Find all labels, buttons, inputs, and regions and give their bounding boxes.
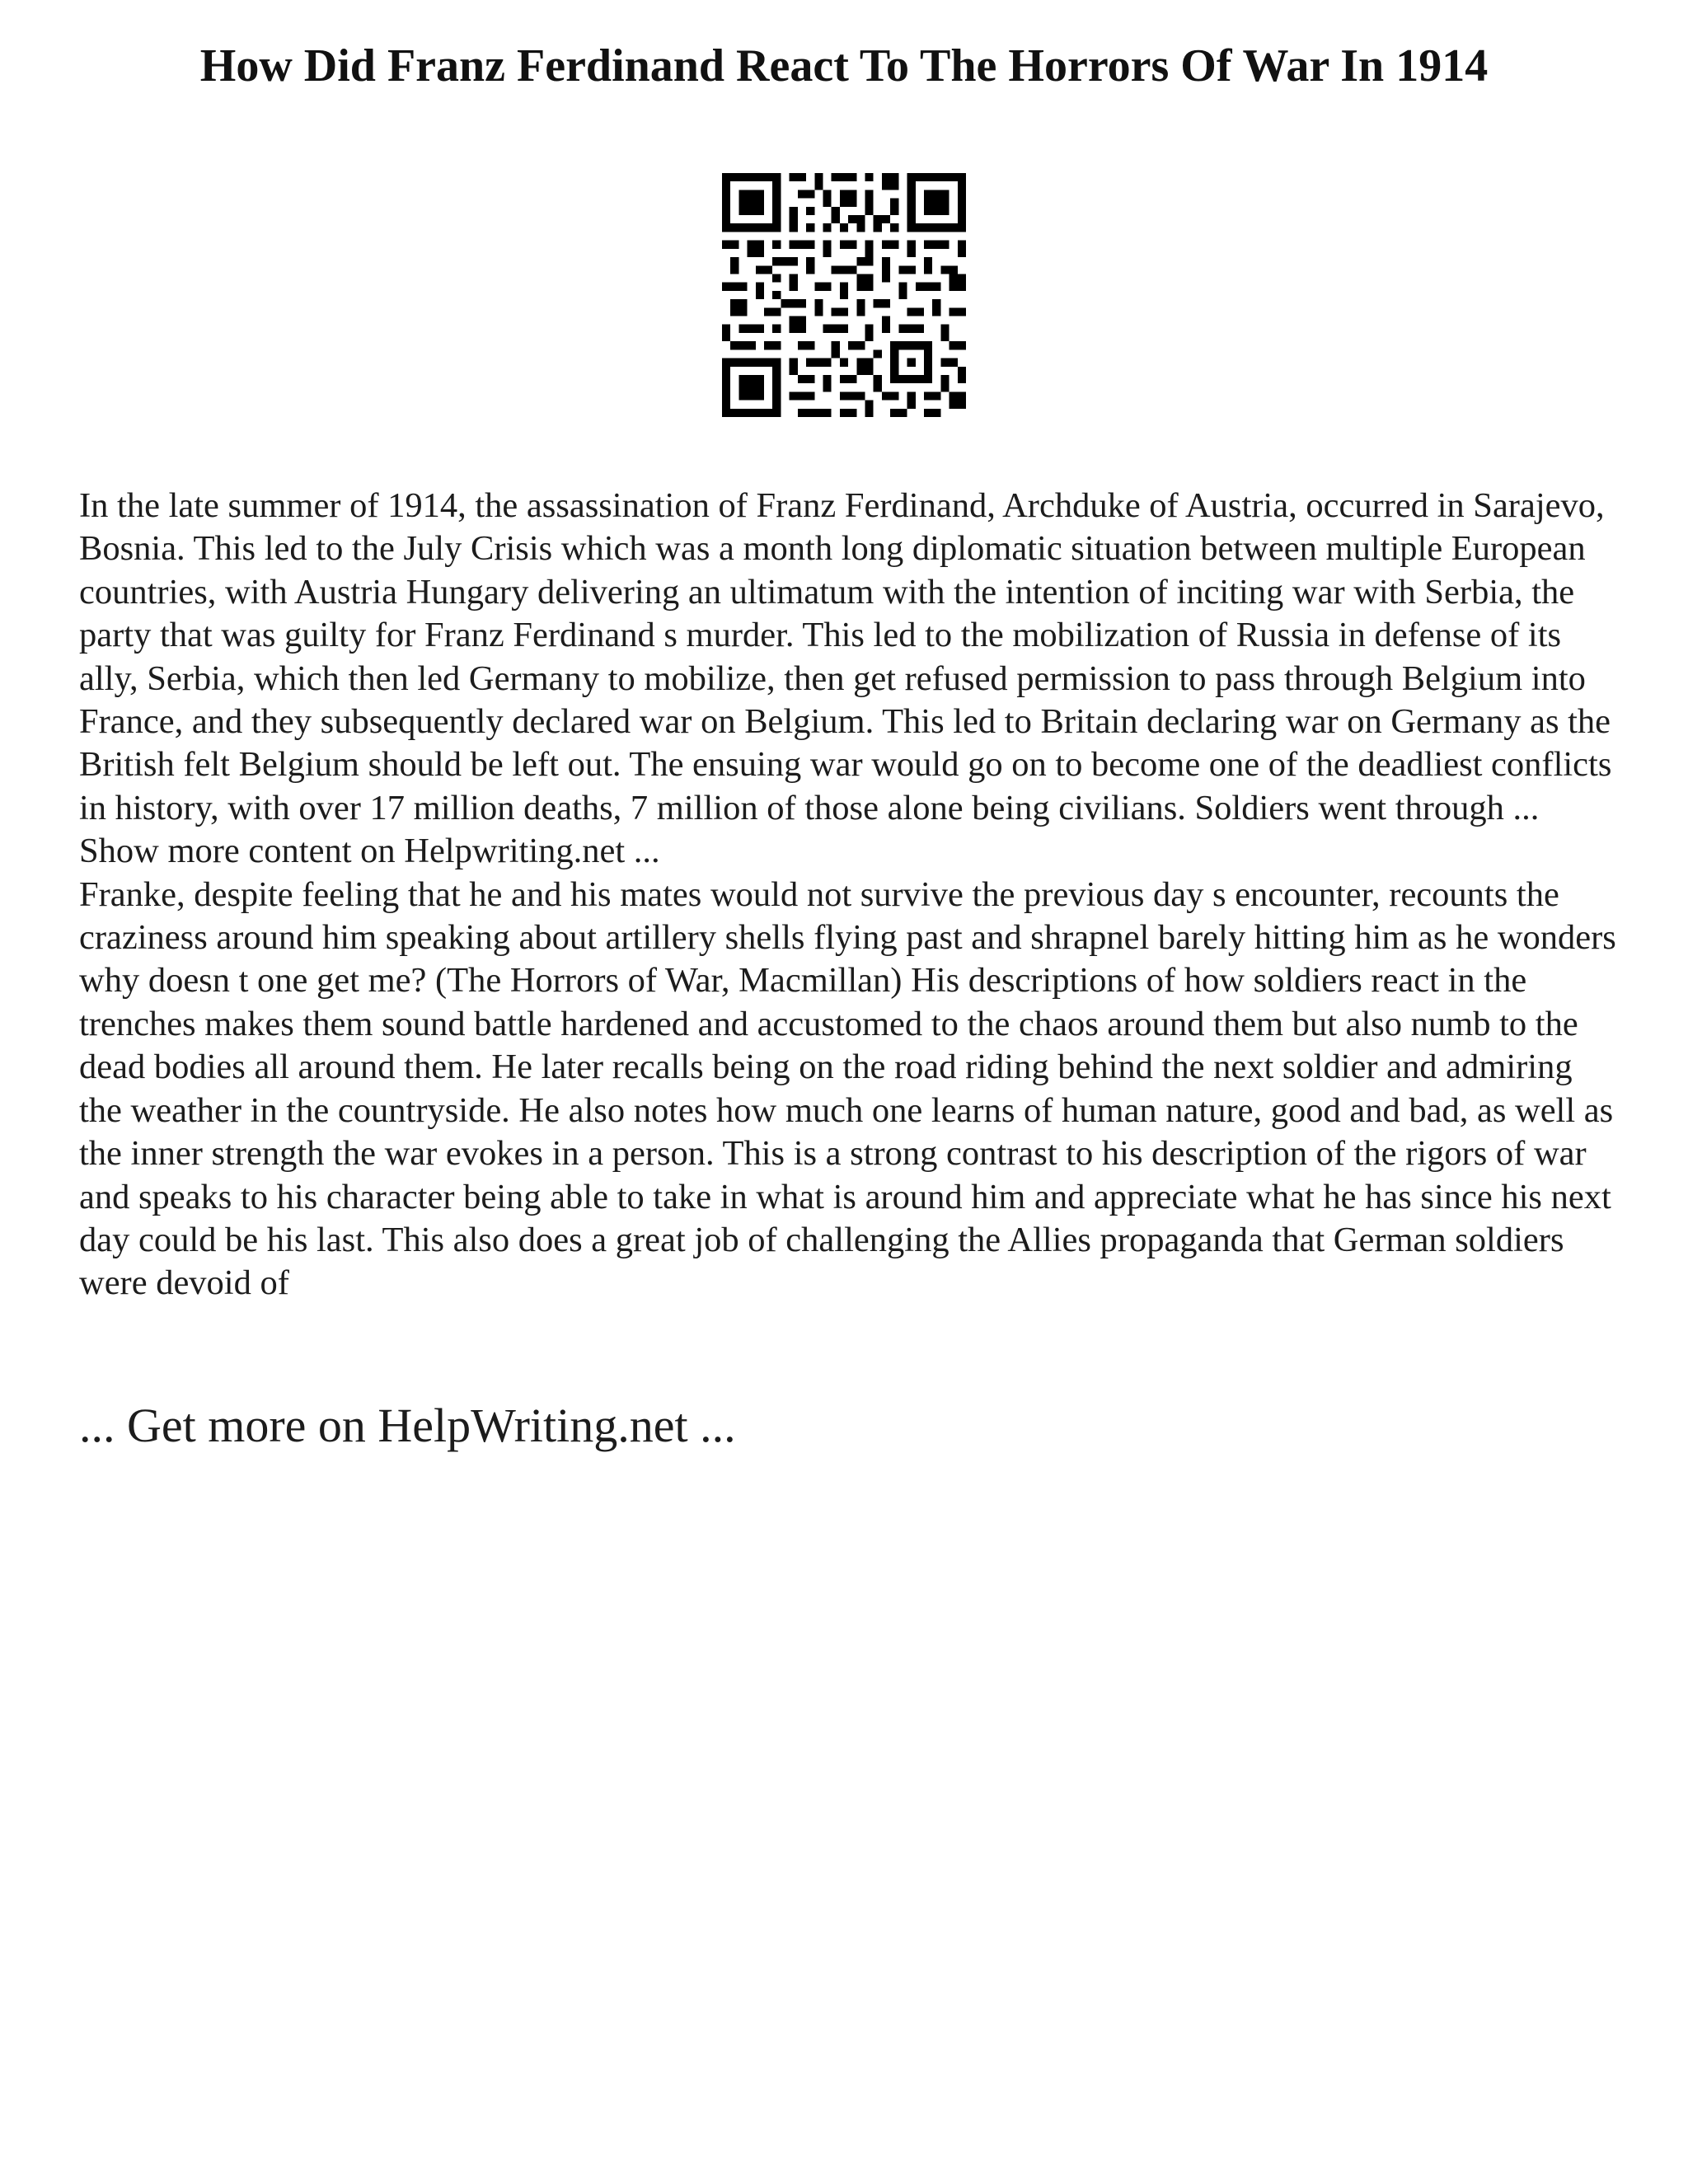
paragraph: In the late summer of 1914, the assassination of Franz Ferdinand, Archduke of Austria, occurred in Sarajevo, Bosnia. This led to the July Crisis which was a month long diplomatic situation between multiple European countries, with Austria Hungary delivering an ultimatum with the intention of inciting war with Serbia, the party that was guilty for Franz Ferdinand s murder. This led to the mobilization of Russia in defense of its ally, Serbia, which then led Germany to mobilize, then get refused permission to pass through Belgium into France, and they subsequently declared war on Belgium. This led to Britain declaring war on Germany as the British felt Belgium should be left out. The ensuing war would go on to become one of the deadliest conflicts in history, with over 17 million deaths, 7 million of those alone being civilians. Soldiers went through ... Show more content on Helpwriting.net ... — [79, 486, 1612, 871]
article-body — [79, 485, 1620, 1305]
get-more-link[interactable]: ... Get more on HelpWriting.net ... — [79, 1399, 736, 1452]
paragraph: Franke, despite feeling that he and his mates would not survive the previous day s encounter, recounts the craziness around him speaking about artillery shells flying past and shrapnel barely hitting him as he wonders why doesn t one get me? (The Horrors of War, Macmillan) His descriptions of how soldiers react in the trenches makes them sound battle hardened and accustomed to the chaos around them but also numb to the dead bodies all around them. He later recalls being on the road riding behind the next soldier and admiring the weather in the countryside. He also notes how much one learns of human nature, good and bad, as well as the inner strength the war evokes in a person. This is a strong contrast to his description of the rigors of war and speaks to his character being able to take in what is around him and appreciate what he has since his next day could be his last. This also does a great job of challenging the Allies propaganda that German soldiers were devoid of — [79, 874, 1616, 1303]
qr-code-icon — [722, 173, 966, 417]
page-title: How Did Franz Ferdinand React To The Horrors Of War In 1914 — [199, 40, 1489, 91]
